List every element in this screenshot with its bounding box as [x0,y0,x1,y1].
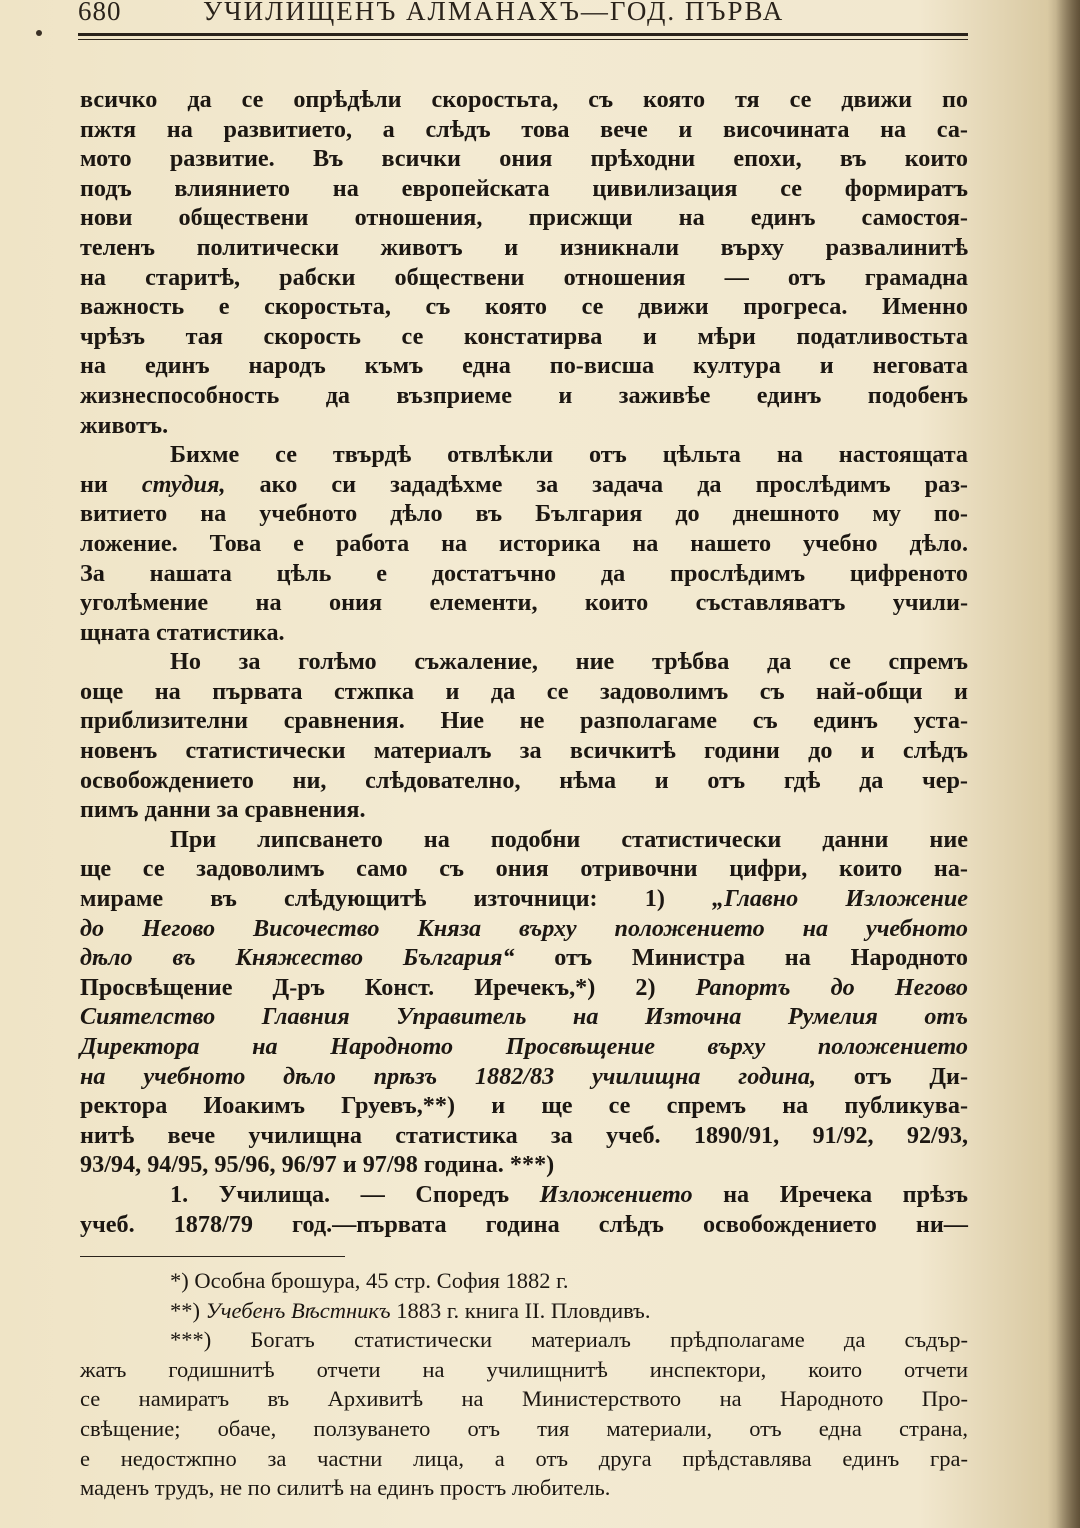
italic-run: студия, [141,470,226,498]
text-line: важность е скоростьта, съ която се движи прогреса. Именно [80,293,968,321]
italic-run: Изложението [539,1180,693,1208]
text-line [80,943,968,973]
text-line: уголѣмение на ония елементи, които съставляватъ учили- [80,589,968,617]
header-rule-thick [78,33,968,36]
text-line: ще се задоволимъ само съ ония отривочни цифри, които на- [80,855,968,883]
text-line: до Негово Височество Княза върху положението на учебното [80,914,968,942]
text-line [80,884,968,914]
text-line: Директора на Народното Просвѣщение върху положението [80,1033,968,1060]
text-line: още на първата стжпка и да се задоволимъ съ най-общи и [80,677,968,705]
text-line: животъ. [80,411,169,439]
italic-run: на учебното дѣло прѣзъ 1882/83 училищна година, [80,1062,816,1090]
italic-run: Учебенъ Вѣстникъ [205,1297,391,1323]
text-run: отъ Ди- [816,1062,969,1090]
footnote-line: се намиратъ въ Архивитѣ на Министерството на Народното Про- [80,1386,968,1412]
text-line [80,973,968,1003]
text-run: ни [80,470,142,498]
italic-run: дѣло въ Княжество България“ [80,944,515,972]
page-mark [36,30,42,36]
page-number: 680 [78,0,122,26]
footnote-line: е недостжпно за частни лица, а отъ друга прѣдставлява единъ гра- [80,1445,968,1471]
main-text [80,85,968,1239]
text-line: освобождението ни, слѣдователно, нѣма и отъ гдѣ да чер- [80,766,968,794]
text-line: Сиятелство Главния Управитель на Източна Румелия отъ [80,1003,968,1031]
text-line: нови обществени отношения, присжщи на единъ самостоя- [80,204,968,232]
text-line: Бихме се твърдѣ отвлѣкли отъ цѣльта на настоящата [170,441,968,469]
text-run: ако си зададѣхме за задача да прослѣдимъ раз- [225,470,968,498]
footnote-rule [80,1256,345,1257]
text-line: на единъ народъ къмъ една по-висша култура и неговата [80,352,968,380]
text-line [80,470,968,500]
text-run: 1883 г. книга II. Пловдивъ. [390,1297,651,1323]
footnote-line: маденъ трудъ, не по силитѣ на единъ простъ любитель. [80,1475,611,1501]
running-title: УЧИЛИЩЕНЪ АЛМАНАХЪ—ГОД. ПЪРВА [203,0,785,26]
text-line: пжтя на развитието, а слѣдъ това вече и височината на са- [80,115,968,143]
text-run: отъ Министра на Народното [514,944,968,972]
running-header [78,0,968,26]
text-line: Но за голѣмо съжаление, ние трѣбва да се спремъ [170,648,968,676]
text-line: подъ влиянието на европейската цивилизация се формиратъ [80,174,968,202]
text-line: теленъ политически животъ и изникнали върху развалинитѣ [80,233,968,261]
page-spine-shadow [1056,0,1080,1528]
text-line: витието на учебното дѣло въ България до днешното му по- [80,500,968,528]
text-line: За нашата цѣль е достатъчно да прослѣдимъ цифреното [80,559,968,587]
text-line: пимъ данни за сравнения. [80,796,366,824]
footnote-line: свѣщение; обаче, ползуването отъ тия материали, отъ една страна, [80,1415,968,1441]
text-line: жизнеспособность да възприеме и заживѣе единъ подобенъ [80,381,968,409]
text-line: приблизителни сравнения. Ние не разполагаме съ единъ уста- [80,707,968,735]
text-line [80,1062,968,1092]
text-line [80,1180,968,1210]
footnote-line: жатъ годишнитѣ отчети на училищнитѣ инспектори, които отчети [80,1356,968,1382]
text-line: учеб. 1878/79 год.—първата година слѣдъ освобождението ни— [80,1210,968,1238]
text-line: щната статистика. [80,618,285,646]
text-line: на старитѣ, рабски обществени отношения — отъ грамадна [80,263,968,291]
text-line: всичко да се опрѣдѣли скоростьта, съ която тя се движи по [80,86,968,113]
footnote-1: *) Особна брошура, 45 стр. София 1882 г. [170,1268,569,1293]
text-line: При липсването на подобни статистически данни ние [170,825,968,853]
italic-run: „Главно Изложение [712,885,969,913]
italic-run: Рапортъ до Негово [695,973,968,1001]
text-line: чрѣзъ тая скорость се констатирва и мѣри податливостьта [80,322,968,350]
text-line: новенъ статистически материалъ за всичкитѣ години до и слѣдъ [80,737,968,765]
footnote-3: ***) Богатъ статистически материалъ прѣдполагаме да съдър- [170,1327,968,1353]
text-run: Просвѣщение Д-ръ Конст. Иречекъ,*) 2) [80,973,696,1001]
footnote-2 [80,1296,968,1326]
text-run: **) [170,1297,206,1323]
text-line: 93/94, 94/95, 95/96, 96/97 и 97/98 година. ***) [80,1151,555,1179]
text-line: нитѣ вече училищна статистика за учеб. 1890/91, 91/92, 92/93, [80,1121,968,1149]
footnotes [80,1266,968,1503]
header-rule-thin [78,39,968,40]
text-line: ложение. Това е работа на историка на нашето учебно дѣло. [80,529,968,557]
text-run: мираме въ слѣдующитѣ източници: 1) [80,885,713,913]
text-run: — Споредъ [330,1180,540,1208]
text-line: мото развитие. Въ всички ония прѣходни епохи, въ които [80,145,968,173]
text-line: ректора Иоакимъ Груевъ,**) и ще се спремъ на публикува- [80,1092,968,1120]
section-heading: 1. Училища. [170,1180,331,1208]
text-run: на Иречека прѣзъ [692,1180,968,1208]
